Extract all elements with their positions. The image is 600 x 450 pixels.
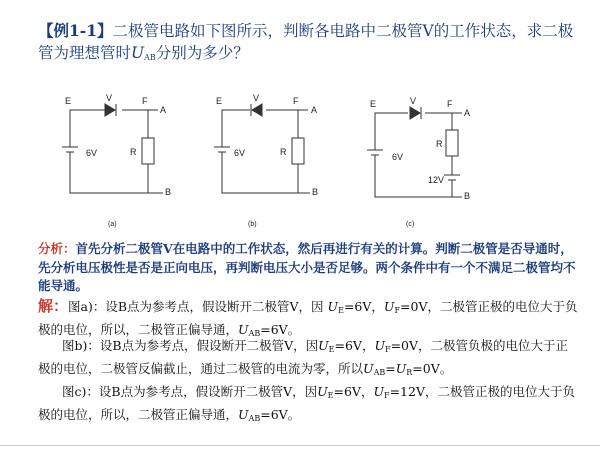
circuit-c: [367, 107, 462, 197]
label-c-R: R: [436, 139, 443, 149]
label-c-12V: 12V: [428, 175, 445, 185]
solution-label: 解：: [38, 297, 69, 315]
sol-b-s2: F: [385, 345, 391, 354]
analysis-paragraph: [38, 240, 578, 296]
label-b-E: E: [216, 96, 223, 106]
sol-c-u3: U: [238, 406, 249, 422]
label-a-V: V: [106, 93, 113, 103]
sol-a-u3: U: [238, 321, 249, 337]
label-b-6V: 6V: [234, 148, 246, 158]
sol-c-v1: =6V，: [333, 384, 374, 399]
sol-c-text-1: 图c)：设B点为参考点，假设断开二极管V，因: [62, 384, 318, 399]
sol-b-u4: U: [395, 360, 407, 376]
sol-c-s3: AB: [248, 413, 261, 423]
sol-c-v2: =12V，二极管正极的电位大于负极的电位，所以，二极管正偏导通，: [38, 384, 575, 422]
example-tag: 【例1-1】: [38, 21, 113, 40]
slide-bottom-rule: [0, 445, 600, 446]
caption-b: (b): [248, 221, 257, 228]
sol-a-v3: =6V。: [260, 321, 301, 337]
sol-a-s3: AB: [248, 328, 261, 338]
sol-c-u2: U: [373, 384, 384, 399]
label-c-6V: 6V: [392, 152, 404, 162]
analysis-label: 分析：: [38, 241, 76, 256]
sol-a-s1: E: [338, 306, 344, 315]
label-a-R: R: [130, 147, 137, 157]
sol-b-text-1: 图b)：设B点为参考点，假设断开二极管V，因: [62, 338, 319, 353]
label-a-F: F: [142, 96, 148, 106]
sol-a-u2: U: [383, 299, 395, 314]
label-a-A: A: [160, 105, 167, 115]
label-b-V: V: [253, 93, 260, 103]
label-b-R: R: [280, 147, 287, 157]
sol-b-v3: =: [385, 360, 396, 376]
analysis-text: 首先分析二极管V在电路中的工作状态，然后再进行有关的计算。判断二极管是否导通时，先分析电压极性是否是正向电压，再判断电压大小是否足够。两个条件中有一个不满足二极管均不能导通。: [38, 241, 576, 293]
sol-b-u1: U: [318, 338, 329, 353]
sol-b-s3: AB: [373, 367, 386, 377]
sol-a-text-1: 图a)：设B点为参考点，假设断开二极管V，因: [68, 299, 328, 314]
sol-c-v3: =6V。: [260, 406, 301, 422]
title-var-sub: AB: [144, 53, 156, 62]
sol-b-v2: =0V，二极管负极的电位大于正极的电位，二极管反偏截止，通过二极管的电流为零，所以: [38, 338, 569, 376]
sol-a-u1: U: [327, 299, 339, 314]
label-a-E: E: [65, 96, 72, 106]
title-var: U: [131, 44, 145, 62]
label-c-V: V: [410, 96, 417, 106]
caption-c: (c): [406, 221, 415, 228]
label-b-B: B: [312, 187, 319, 197]
sol-a-v1: =6V，: [343, 299, 384, 314]
sol-a-v2: =0V，二极管正极的电位大于负极的电位，所以，二极管正偏导通，: [38, 299, 578, 337]
sol-c-s2: F: [384, 391, 390, 400]
title-text: 二极管电路如下图所示，判断各电路中二极管V的工作状态，求二极管为理想管时: [38, 22, 574, 62]
solution-c: [38, 383, 578, 428]
solution-b: [38, 337, 578, 382]
sol-b-v4: =0V。: [412, 360, 453, 376]
label-a-B: B: [165, 187, 172, 197]
sol-c-s1: E: [327, 391, 334, 400]
sol-b-s4: R: [406, 367, 413, 377]
label-b-A: A: [311, 105, 318, 115]
label-c-A: A: [464, 108, 471, 118]
sol-b-u3: U: [363, 360, 374, 376]
title-tail: 分别为多少？: [155, 44, 249, 62]
label-c-E: E: [370, 99, 377, 109]
sol-b-v1: =6V，: [334, 338, 375, 353]
sol-b-u2: U: [374, 338, 385, 353]
sol-b-s1: E: [328, 345, 335, 354]
sol-a-s2: F: [394, 306, 401, 315]
label-c-B: B: [464, 191, 471, 201]
circuit-a: [62, 104, 163, 193]
label-c-F: F: [447, 99, 453, 109]
caption-a: (a): [108, 221, 117, 228]
label-b-F: F: [293, 96, 299, 106]
label-a-6V: 6V: [86, 148, 98, 158]
circuit-b: [214, 104, 310, 193]
sol-c-u1: U: [317, 384, 328, 399]
